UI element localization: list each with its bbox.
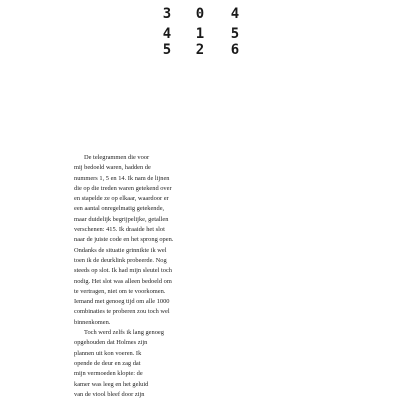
digit-lock-figure [155,6,251,58]
text-line: maar duidelijk begrijpelijke, getallen [74,215,169,223]
paragraph [74,153,202,328]
text-line: Toch werd zelfs ik lang genoeg [84,329,164,337]
figure-row [155,26,251,42]
text-line: van de viool bleef door zijn [74,390,145,398]
text-line: steeds op slot. Ik had mijn sleutel toch [74,267,172,275]
figure-digit: 0 [195,6,205,22]
text-line: een aantal onregelmatig getekende, [74,205,165,213]
text-line: Iemand met genoeg tijd om alle 1000 [74,298,170,306]
text-line: toen ik de deurklink probeerde. Nog [74,256,167,264]
text-line: binnenkomen. [74,318,111,326]
paragraph [74,328,202,400]
body-text [74,153,202,400]
figure-digit: 3 [162,6,172,22]
text-line: te vertragen, niet om te voorkomen. [74,287,166,295]
text-line: verschenen: 415. Ik draaide het slot [74,226,165,234]
text-line: en stapelde ze op elkaar, waardoor er [74,195,169,203]
text-line: plannen uit kon voeren. Ik [74,349,142,357]
text-line: De telegrammen die voor [84,154,150,161]
figure-digit: 1 [195,26,205,42]
text-line: naar de juiste code en het sprong open. [74,236,174,244]
text-line: opende de deur en zag dat [74,359,141,367]
figure-digit: 4 [230,6,240,22]
text-line: kamer was leeg en het geluid [74,380,149,388]
text-line: combinaties te proberen zou toch wel [74,308,170,316]
text-line: nodig. Het slot was alleen bedoeld om [74,277,172,285]
figure-row [155,42,251,58]
figure-digit: 2 [195,42,205,58]
text-line: Ondanks de situatie grinnikte ik wel [74,246,167,254]
text-line: nummers 1, 5 en 14. Ik nam de lijnen [74,174,170,182]
text-line: die op die treden waren getekend over [74,184,172,192]
text-line: opgehouden dat Holmes zijn [74,339,148,347]
figure-digit: 4 [162,26,172,42]
text-line: mij bedoeld waren, hadden de [74,164,151,172]
figure-digit: 5 [162,42,172,58]
figure-digit: 6 [230,42,240,58]
text-line: mijn vermoeden klopte: de [74,370,143,378]
figure-row [155,6,251,22]
figure-digit: 5 [230,26,240,42]
